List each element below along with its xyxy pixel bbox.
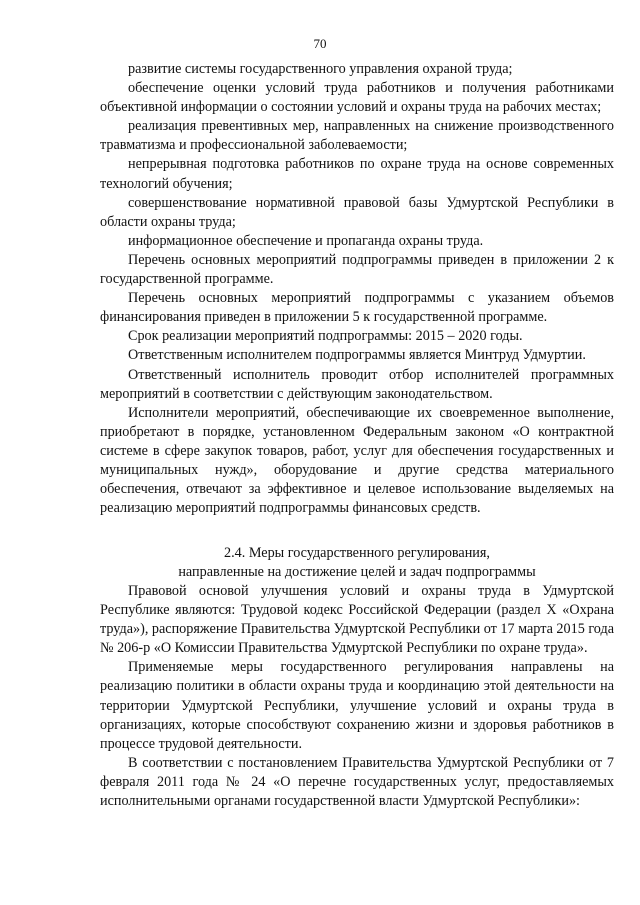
paragraph: Перечень основных мероприятий подпрограммы с указанием объемов финансирования приведен в приложении 5 к государственной программе. <box>100 290 614 326</box>
section-heading-line-1: 2.4. Меры государственного регулирования, <box>224 545 490 561</box>
paragraph: Применяемые меры государственного регулирования направлены на реализацию политики в области охраны труда и координацию этой деятельности на территории Удмуртской Республики, улучшение условий и охраны труда в организациях, которые способствуют сохранению жизни и здоровья работников в процессе трудовой деятельности. <box>100 659 614 752</box>
paragraph: В соответствии с постановлением Правительства Удмуртской Республики от 7 февраля 2011 года № 24 «О перечне государственных услуг, предоставляемых исполнительными органами государственной власти Удмуртской Республики»: <box>100 754 614 810</box>
paragraph: информационное обеспечение и пропаганда охраны труда. <box>128 232 484 249</box>
paragraph: непрерывная подготовка работников по охране труда на основе современных технологий обучения; <box>100 156 614 192</box>
section-body-text <box>100 582 614 811</box>
paragraph: Ответственным исполнителем подпрограммы является Минтруд Удмуртии. <box>128 347 586 364</box>
paragraph: Правовой основой улучшения условий и охраны труда в Удмуртской Республике являются: Трудовой кодекс Российской Федерации (раздел X «Охрана труда»), распоряжение Правительства Удмуртской Республики от 17 марта 2015 года № 206-р «О Комиссии Правительства Удмуртской Республики по охране труда». <box>100 583 614 657</box>
paragraph: Срок реализации мероприятий подпрограммы: 2015 – 2020 годы. <box>128 328 523 345</box>
paragraph: Ответственный исполнитель проводит отбор исполнителей программных мероприятий в соответствии с действующим законодательством. <box>100 366 614 402</box>
paragraph: обеспечение оценки условий труда работников и получения работниками объективной информации о состоянии условий и охраны труда на рабочих местах; <box>100 80 614 116</box>
paragraph: развитие системы государственного управления охраной труда; <box>128 61 513 77</box>
paragraph: совершенствование нормативной правовой базы Удмуртской Республики в области охраны труда; <box>100 194 614 230</box>
section-heading-line-2: направленные на достижение целей и задач подпрограммы <box>178 564 536 580</box>
page-number: 70 <box>313 36 327 51</box>
paragraph: реализация превентивных мер, направленных на снижение производственного травматизма и профессиональной заболеваемости; <box>100 118 614 154</box>
paragraph: Перечень основных мероприятий подпрограммы приведен в приложении 2 к государственной программе. <box>100 251 614 288</box>
paragraph: Исполнители мероприятий, обеспечивающие их своевременное выполнение, приобретают в порядке, установленном Федеральным законом «О контрактной системе в сфере закупок товаров, работ, услуг для обеспечения государственных и муниципальных нужд», оборудование и другие средства материального обеспечения, отвечают за эффективное и целевое использование выделяемых на реализацию мероприятий подпрограммы финансовых средств. <box>100 404 614 517</box>
body-text <box>100 60 614 518</box>
